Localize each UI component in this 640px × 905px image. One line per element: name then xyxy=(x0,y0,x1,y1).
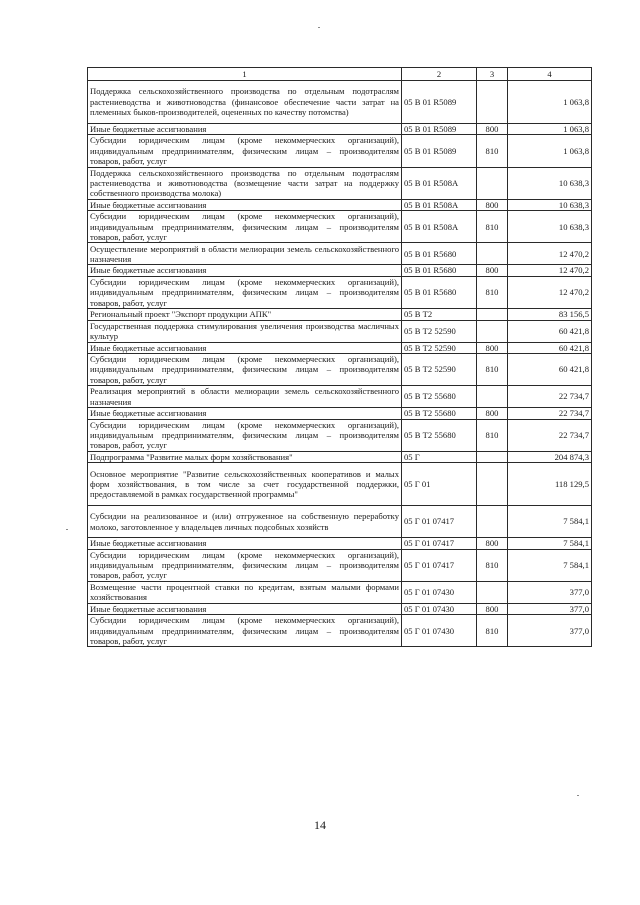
row-name: Субсидии юридическим лицам (кроме некоммерческих организаций), индивидуальным предпринимателям, физическим лицам – производителям товаров, работ, услуг xyxy=(88,353,402,385)
row-code: 05 В 01 R508А xyxy=(402,211,477,243)
row-name: Иные бюджетные ассигнования xyxy=(88,199,402,210)
row-type: 810 xyxy=(477,353,508,385)
table-row xyxy=(88,320,592,342)
table-row xyxy=(88,135,592,167)
row-code: 05 В Т2 xyxy=(402,309,477,320)
row-type xyxy=(477,320,508,342)
row-code: 05 Г 01 07417 xyxy=(402,538,477,549)
table-row xyxy=(88,386,592,408)
row-code: 05 В Т2 52590 xyxy=(402,342,477,353)
row-amount: 10 638,3 xyxy=(508,211,592,243)
table-row xyxy=(88,342,592,353)
row-type: 810 xyxy=(477,276,508,308)
table-row xyxy=(88,309,592,320)
row-type: 800 xyxy=(477,124,508,135)
table-row xyxy=(88,603,592,614)
row-name: Государственная поддержка стимулирования увеличения производства масличных культур xyxy=(88,320,402,342)
row-code: 05 Г xyxy=(402,451,477,462)
table-row xyxy=(88,408,592,419)
table-row xyxy=(88,549,592,581)
row-amount: 1 063,8 xyxy=(508,135,592,167)
row-amount: 204 874,3 xyxy=(508,451,592,462)
row-name: Региональный проект "Экспорт продукции АПК" xyxy=(88,309,402,320)
row-name: Возмещение части процентной ставки по кредитам, взятым малыми формами хозяйствования xyxy=(88,581,402,603)
row-type: 800 xyxy=(477,538,508,549)
row-code: 05 В 01 R5089 xyxy=(402,135,477,167)
table-row xyxy=(88,419,592,451)
row-code: 05 В Т2 52590 xyxy=(402,320,477,342)
row-name: Субсидии юридическим лицам (кроме некоммерческих организаций), индивидуальным предпринимателям, физическим лицам – производителям товаров, работ, услуг xyxy=(88,549,402,581)
row-name: Основное мероприятие "Развитие сельскохозяйственных кооперативов и малых форм хозяйствования, в том числе за счет государственной поддержки, предоставляемой в рамках государственной программы" xyxy=(88,463,402,506)
row-amount: 22 734,7 xyxy=(508,419,592,451)
row-type: 810 xyxy=(477,615,508,647)
row-type: 810 xyxy=(477,211,508,243)
row-type: 800 xyxy=(477,199,508,210)
row-code: 05 В Т2 55680 xyxy=(402,419,477,451)
row-amount: 377,0 xyxy=(508,615,592,647)
table-row xyxy=(88,81,592,124)
table-header-row xyxy=(88,68,592,81)
row-code: 05 Г 01 07430 xyxy=(402,581,477,603)
row-code: 05 Г 01 xyxy=(402,463,477,506)
row-code: 05 В 01 R508А xyxy=(402,167,477,199)
row-code: 05 В 01 R5680 xyxy=(402,243,477,265)
row-amount: 377,0 xyxy=(508,581,592,603)
row-type: 810 xyxy=(477,135,508,167)
table-row xyxy=(88,463,592,506)
row-amount: 22 734,7 xyxy=(508,408,592,419)
row-name: Иные бюджетные ассигнования xyxy=(88,342,402,353)
page-number: 14 xyxy=(314,818,326,832)
row-amount: 7 584,1 xyxy=(508,538,592,549)
row-name: Субсидии юридическим лицам (кроме некоммерческих организаций), индивидуальным предпринимателям, физическим лицам – производителям товаров, работ, услуг xyxy=(88,135,402,167)
row-code: 05 В 01 R5089 xyxy=(402,81,477,124)
row-amount: 1 063,8 xyxy=(508,124,592,135)
row-code: 05 В 01 R508А xyxy=(402,199,477,210)
row-amount: 1 063,8 xyxy=(508,81,592,124)
row-type xyxy=(477,506,508,538)
row-name: Субсидии юридическим лицам (кроме некоммерческих организаций), индивидуальным предпринимателям, физическим лицам – производителям товаров, работ, услуг xyxy=(88,419,402,451)
table-row xyxy=(88,167,592,199)
row-name: Осуществление мероприятий в области мелиорации земель сельскохозяйственного назначения xyxy=(88,243,402,265)
row-amount: 12 470,2 xyxy=(508,243,592,265)
row-amount: 60 421,8 xyxy=(508,342,592,353)
row-name: Иные бюджетные ассигнования xyxy=(88,408,402,419)
table-row xyxy=(88,506,592,538)
row-amount: 12 470,2 xyxy=(508,276,592,308)
table-row xyxy=(88,581,592,603)
scan-speck xyxy=(66,529,68,530)
row-code: 05 Г 01 07430 xyxy=(402,615,477,647)
row-amount: 118 129,5 xyxy=(508,463,592,506)
row-amount: 12 470,2 xyxy=(508,265,592,276)
table-row xyxy=(88,124,592,135)
row-type xyxy=(477,463,508,506)
row-amount: 10 638,3 xyxy=(508,167,592,199)
row-name: Субсидии юридическим лицам (кроме некоммерческих организаций), индивидуальным предпринимателям, физическим лицам – производителям товаров, работ, услуг xyxy=(88,211,402,243)
row-code: 05 В 01 R5680 xyxy=(402,276,477,308)
row-name: Субсидии юридическим лицам (кроме некоммерческих организаций), индивидуальным предпринимателям, физическим лицам – производителям товаров, работ, услуг xyxy=(88,615,402,647)
row-amount: 377,0 xyxy=(508,603,592,614)
table-row xyxy=(88,353,592,385)
row-code: 05 В Т2 52590 xyxy=(402,353,477,385)
row-amount: 60 421,8 xyxy=(508,353,592,385)
row-amount: 10 638,3 xyxy=(508,199,592,210)
row-type xyxy=(477,309,508,320)
row-amount: 7 584,1 xyxy=(508,506,592,538)
row-type: 810 xyxy=(477,419,508,451)
scan-speck xyxy=(318,27,320,28)
row-name: Иные бюджетные ассигнования xyxy=(88,603,402,614)
row-amount: 60 421,8 xyxy=(508,320,592,342)
row-amount: 7 584,1 xyxy=(508,549,592,581)
row-name: Реализация мероприятий в области мелиорации земель сельскохозяйственного назначения xyxy=(88,386,402,408)
table-row xyxy=(88,211,592,243)
row-type: 810 xyxy=(477,549,508,581)
table-row xyxy=(88,615,592,647)
row-type xyxy=(477,581,508,603)
row-name: Поддержка сельскохозяйственного производства по отдельным подотраслям растениеводства и животноводства (финансовое обеспечение части затрат на племенных быков-производителей, оцененных по качеству потомства) xyxy=(88,81,402,124)
table-row xyxy=(88,451,592,462)
table-row xyxy=(88,276,592,308)
row-type: 800 xyxy=(477,342,508,353)
row-amount: 22 734,7 xyxy=(508,386,592,408)
row-type xyxy=(477,167,508,199)
column-header-name: 1 xyxy=(88,68,402,81)
row-type xyxy=(477,451,508,462)
row-type xyxy=(477,386,508,408)
column-header-type: 3 xyxy=(477,68,508,81)
row-amount: 83 156,5 xyxy=(508,309,592,320)
row-name: Иные бюджетные ассигнования xyxy=(88,124,402,135)
row-name: Субсидии юридическим лицам (кроме некоммерческих организаций), индивидуальным предпринимателям, физическим лицам – производителям товаров, работ, услуг xyxy=(88,276,402,308)
row-name: Подпрограмма "Развитие малых форм хозяйствования" xyxy=(88,451,402,462)
row-code: 05 Г 01 07430 xyxy=(402,603,477,614)
column-header-amount: 4 xyxy=(508,68,592,81)
row-name: Поддержка сельскохозяйственного производства по отдельным подотраслям растениеводства и животноводства (возмещение части затрат на поддержку собственного производства молока) xyxy=(88,167,402,199)
row-code: 05 В 01 R5680 xyxy=(402,265,477,276)
scan-speck xyxy=(577,795,579,796)
table-row xyxy=(88,538,592,549)
row-name: Субсидии на реализованное и (или) отгруженное на собственную переработку молоко, заготовленное у владельцев личных подсобных хозяйств xyxy=(88,506,402,538)
row-type xyxy=(477,243,508,265)
row-code: 05 В Т2 55680 xyxy=(402,408,477,419)
row-name: Иные бюджетные ассигнования xyxy=(88,538,402,549)
row-type xyxy=(477,81,508,124)
row-type: 800 xyxy=(477,265,508,276)
table-row xyxy=(88,199,592,210)
column-header-code: 2 xyxy=(402,68,477,81)
row-code: 05 В 01 R5089 xyxy=(402,124,477,135)
row-code: 05 Г 01 07417 xyxy=(402,549,477,581)
row-type: 800 xyxy=(477,603,508,614)
row-type: 800 xyxy=(477,408,508,419)
table-row xyxy=(88,243,592,265)
row-name: Иные бюджетные ассигнования xyxy=(88,265,402,276)
row-code: 05 В Т2 55680 xyxy=(402,386,477,408)
table-row xyxy=(88,265,592,276)
budget-table xyxy=(87,67,592,647)
row-code: 05 Г 01 07417 xyxy=(402,506,477,538)
